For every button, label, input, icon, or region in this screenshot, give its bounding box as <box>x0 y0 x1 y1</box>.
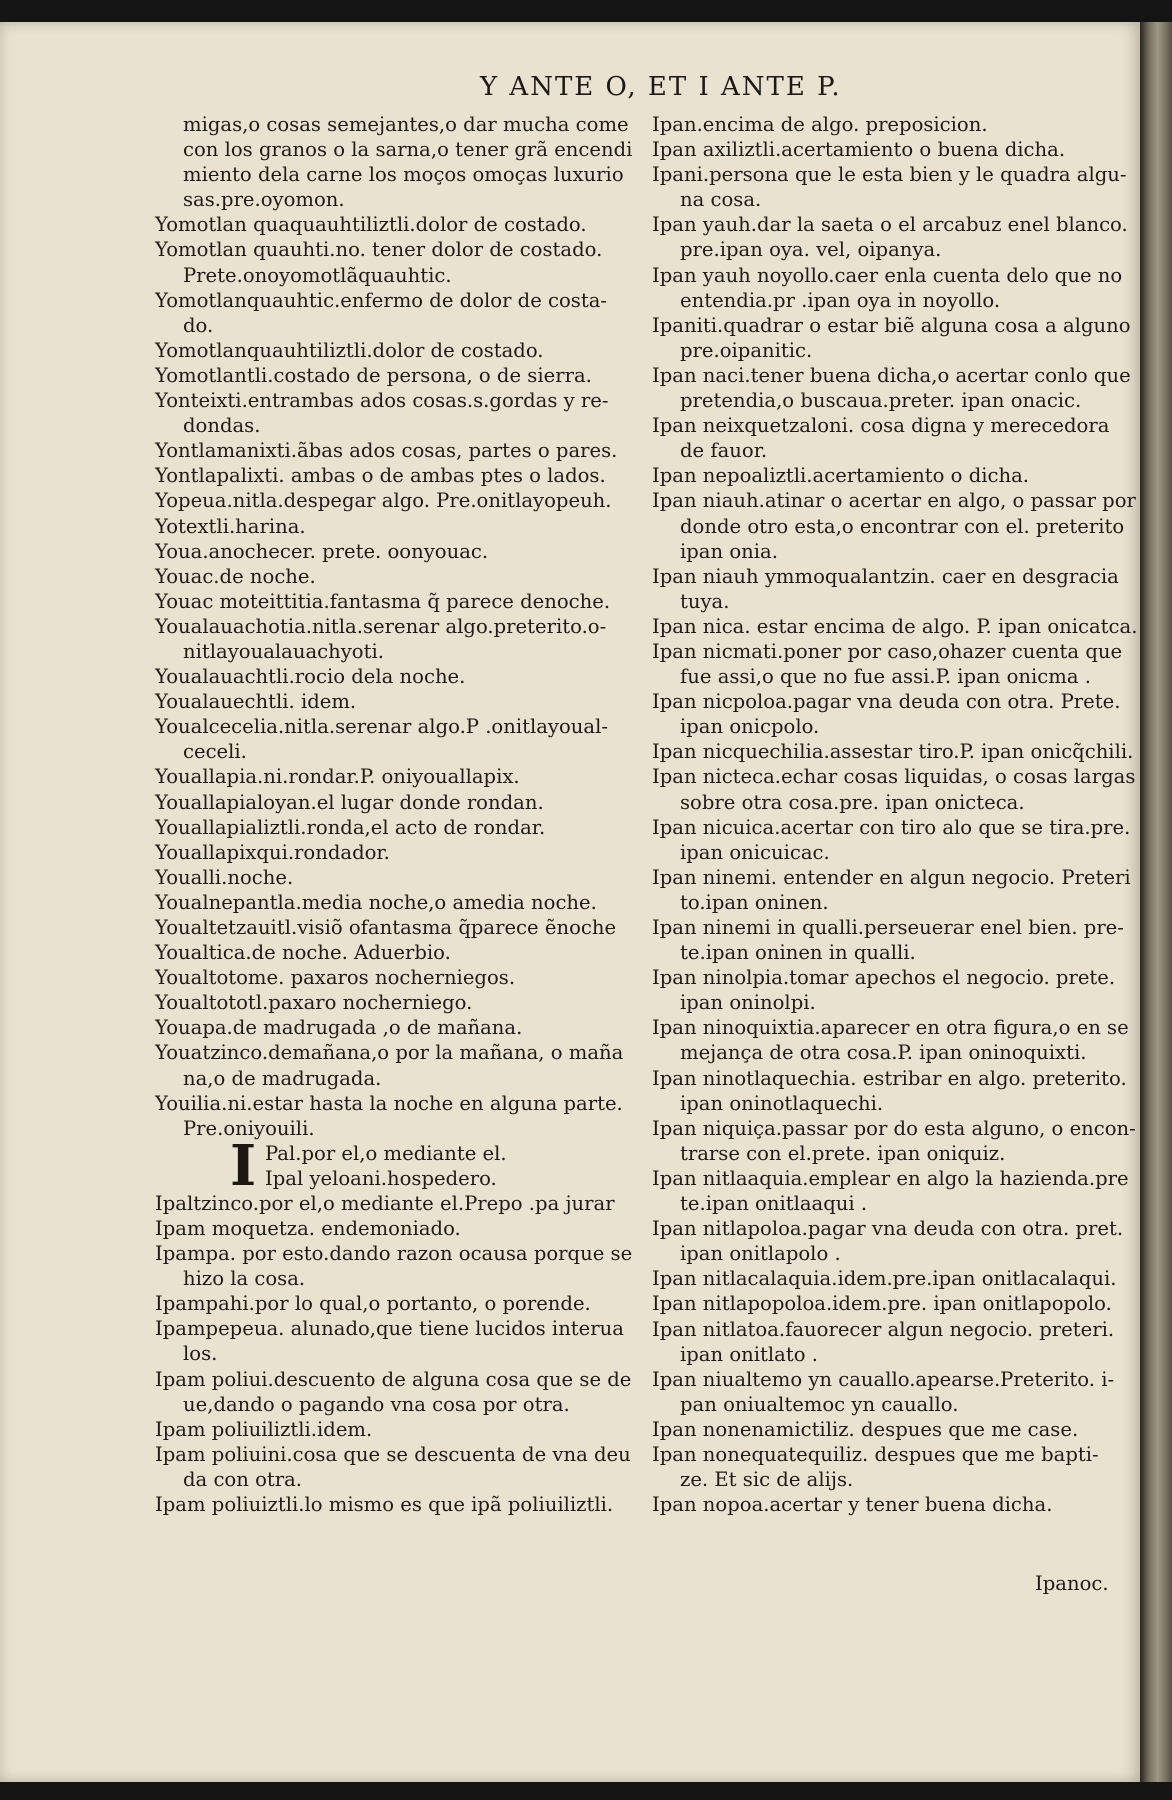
dictionary-entry: Ipaniti.quadrar o estar biẽ alguna cosa a alguno <box>652 313 1131 337</box>
dictionary-entry: Ipan ninotlaquechia. estribar en algo. preterito. <box>652 1066 1127 1090</box>
dictionary-entry: Youallapialoyan.el lugar donde rondan. <box>155 790 544 814</box>
dictionary-entry-continuation: hizo la cosa. <box>183 1267 306 1291</box>
dictionary-entry: Ipan ninoquixtia.aparecer en otra figura,o en se <box>652 1016 1129 1040</box>
dictionary-entry: Ipan nitlapoloa.pagar vna deuda con otra. pret. <box>652 1217 1124 1241</box>
dictionary-entry-continuation: ipan onitlato . <box>680 1342 818 1366</box>
dictionary-entry: Ipan nonenamictiliz. despues que me case. <box>652 1417 1079 1441</box>
initial-line-2: Ipal yeloani.hospedero. <box>265 1166 497 1190</box>
dictionary-entry: Youallapializtli.ronda,el acto de rondar. <box>155 815 546 839</box>
dictionary-entry-continuation: to.ipan oninen. <box>680 890 829 914</box>
dictionary-entry-continuation: ipan onicuicac. <box>680 840 830 864</box>
dictionary-entry: Yonteixti.entrambas ados cosas.s.gordas y re- <box>155 389 609 413</box>
dictionary-entry-continuation: pan oniualtemoc yn cauallo. <box>680 1392 959 1416</box>
dictionary-entry-continuation: dondas. <box>183 414 261 438</box>
dictionary-entry: Yomotlanquauhtic.enfermo de dolor de costa- <box>155 288 608 312</box>
running-head: Y ANTE O, ET I ANTE P. <box>480 72 842 102</box>
dictionary-entry-continuation: trarse con el.prete. ipan oniquiz. <box>680 1141 1006 1165</box>
dictionary-entry: Ipan nicteca.echar cosas liquidas, o cosas largas <box>652 765 1136 789</box>
dictionary-entry-continuation: na cosa. <box>680 188 762 212</box>
dictionary-entry: Youapa.de madrugada ,o de mañana. <box>155 1016 523 1040</box>
dictionary-entry: Youac.de noche. <box>155 564 316 588</box>
dictionary-entry-continuation: migas,o cosas semejantes,o dar mucha come <box>183 113 629 136</box>
dictionary-entry: Ipan nicpoloa.pagar vna deuda con otra. Prete. <box>652 690 1121 714</box>
dictionary-entry: Yotextli.harina. <box>155 514 306 538</box>
dictionary-entry-continuation: do. <box>183 313 214 337</box>
drop-cap-initial: I <box>230 1132 257 1199</box>
dictionary-entry-continuation: entendia.pr .ipan oya in noyollo. <box>680 288 1001 312</box>
dictionary-entry: Ipan nicuica.acertar con tiro alo que se tira.pre. <box>652 815 1131 839</box>
dictionary-entry-continuation: ipan oninolpi. <box>680 991 816 1015</box>
dictionary-entry-continuation: ipan oninotlaquechi. <box>680 1091 884 1115</box>
dictionary-entry: Ipan.encima de algo. preposicion. <box>652 113 988 136</box>
dictionary-entry-continuation: tuya. <box>680 589 730 613</box>
dictionary-entry: Ipan nepoaliztli.acertamiento o dicha. <box>652 464 1030 488</box>
dictionary-entry-continuation: sas.pre.oyomon. <box>183 188 345 212</box>
dictionary-entry: Ipan niualtemo yn cauallo.apearse.Preterito. i- <box>652 1367 1115 1391</box>
dictionary-entry-continuation: da con otra. <box>183 1467 303 1491</box>
dictionary-entry: Ipan nopoa.acertar y tener buena dicha. <box>652 1493 1053 1517</box>
dictionary-entry-continuation: los. <box>183 1342 218 1366</box>
dictionary-entry: Ipan nitlatoa.fauorecer algun negocio. preteri. <box>652 1317 1115 1341</box>
dictionary-entry: Yontlamanixti.ãbas ados cosas, partes o pares. <box>155 439 618 463</box>
dictionary-entry: Ipan naci.tener buena dicha,o acertar conlo que <box>652 363 1131 387</box>
dictionary-entry: Ipan nonequatequiliz. despues que me bapti- <box>652 1442 1099 1466</box>
dictionary-entry: Ipaltzinco.por el,o mediante el.Prepo .pa jurar <box>155 1191 615 1215</box>
dictionary-entry-continuation: te.ipan onitlaaqui . <box>680 1192 868 1216</box>
dictionary-entry: Ipan nicmati.poner por caso,ohazer cuenta que <box>652 639 1123 663</box>
dictionary-entry: Ipan nitlaaquia.emplear en algo la hazienda.pre <box>652 1166 1129 1190</box>
dictionary-entry: Youallapia.ni.rondar.P. oniyouallapix. <box>155 765 520 789</box>
dictionary-entry: Youaltetzauitl.visiõ ofantasma q̃parece ẽnoche <box>155 916 617 939</box>
right-entries <box>652 112 1138 1517</box>
dictionary-entry: Youalauachtli.rocio dela noche. <box>155 665 466 689</box>
dictionary-entry: Ipampa. por esto.dando razon ocausa porque se <box>155 1242 633 1266</box>
dictionary-entry-continuation: pre.oipanitic. <box>680 338 813 362</box>
dictionary-entry: Youalnepantla.media noche,o amedia noche. <box>155 890 597 914</box>
dictionary-entry: Youaltica.de noche. Aduerbio. <box>155 941 451 965</box>
dictionary-entry-continuation: te.ipan oninen in qualli. <box>680 941 916 965</box>
dictionary-entry: Youalauachotia.nitla.serenar algo.preterito.o- <box>155 614 607 638</box>
dictionary-entry: Ipam poliui.descuento de alguna cosa que se de <box>155 1367 632 1391</box>
dictionary-entry: Youa.anochecer. prete. oonyouac. <box>155 539 489 563</box>
dictionary-entry: Yopeua.nitla.despegar algo. Pre.onitlayopeuh. <box>155 489 612 513</box>
dictionary-entry: Ipam moquetza. endemoniado. <box>155 1216 461 1240</box>
dictionary-entry-continuation: nitlayoualauachyoti. <box>183 639 384 663</box>
dictionary-entry-continuation: ue,dando o pagando vna cosa por otra. <box>183 1392 570 1416</box>
dictionary-entry-continuation: con los granos o la sarna,o tener grã encendi <box>183 138 633 162</box>
dictionary-entry: Ipan niauh.atinar o acertar en algo, o passar por <box>652 489 1136 513</box>
dictionary-entry: Ipampepeua. alunado,que tiene lucidos interua <box>155 1317 624 1341</box>
left-entries <box>155 112 635 1141</box>
dictionary-entry: Ipam poliuini.cosa que se descuenta de vna deu <box>155 1442 631 1466</box>
dictionary-entry-continuation: ipan onia. <box>680 539 778 563</box>
right-column <box>652 112 1138 1517</box>
left-column <box>155 112 635 1517</box>
dictionary-entry-continuation: na,o de madrugada. <box>183 1066 382 1090</box>
dictionary-entry: Ipan niquiça.passar por do esta alguno, o encon- <box>652 1116 1136 1140</box>
dictionary-entry: Youalli.noche. <box>155 865 294 889</box>
dictionary-entry-continuation: ipan onicpolo. <box>680 715 820 739</box>
dictionary-entry: Ipan nitlapopoloa.idem.pre. ipan onitlapopolo. <box>652 1292 1112 1316</box>
catchword: Ipanoc. <box>1035 1572 1109 1595</box>
dictionary-entry-continuation: Prete.onoyomotlãquauhtic. <box>183 263 452 287</box>
dictionary-entry: Ipan nicquechilia.assestar tiro.P. ipan onicq̃chili. <box>652 740 1134 764</box>
dictionary-entry: Yomotlantli.costado de persona, o de sierra. <box>155 363 592 387</box>
dictionary-entry-continuation: fue assi,o que no fue assi.P. ipan onicma . <box>680 665 1091 689</box>
left-entries-after <box>155 1191 635 1517</box>
dictionary-entry: Yomotlanquauhtiliztli.dolor de costado. <box>155 338 544 362</box>
dictionary-entry-continuation: mejança de otra cosa.P. ipan oninoquixti. <box>680 1041 1087 1065</box>
dictionary-entry: Youaltotome. paxaros nocherniegos. <box>155 966 516 990</box>
dictionary-entry-continuation: ze. Et sic de alijs. <box>680 1468 854 1492</box>
dictionary-entry: Ipan niauh ymmoqualantzin. caer en desgracia <box>652 564 1119 588</box>
initial-block <box>155 1132 635 1199</box>
dictionary-entry-continuation: pretendia,o buscaua.preter. ipan onacic. <box>680 389 1082 413</box>
dictionary-entry: Yomotlan quaquauhtiliztli.dolor de costado. <box>155 213 587 237</box>
dictionary-entry: Ipan yauh noyollo.caer enla cuenta delo que no <box>652 263 1123 287</box>
dictionary-entry: Ipan nica. estar encima de algo. P. ipan onicatca. <box>652 614 1138 638</box>
dictionary-entry: Yontlapalixti. ambas o de ambas ptes o lados. <box>155 464 606 488</box>
dictionary-entry-continuation: ipan onitlapolo . <box>680 1242 841 1266</box>
dictionary-entry: Ipan ninolpia.tomar apechos el negocio. prete. <box>652 966 1116 990</box>
dictionary-entry: Youatzinco.demañana,o por la mañana, o maña <box>155 1041 624 1065</box>
dictionary-entry: Youalauechtli. idem. <box>155 690 357 714</box>
dictionary-entry: Yomotlan quauhti.no. tener dolor de costado. <box>155 238 603 262</box>
dictionary-entry: Youalcecelia.nitla.serenar algo.P .onitlayoual- <box>155 715 608 739</box>
dictionary-entry-continuation: Pre.oniyouili. <box>183 1116 315 1140</box>
dictionary-entry-continuation: de fauor. <box>680 439 768 463</box>
dictionary-entry: Ipan neixquetzaloni. cosa digna y merecedora <box>652 414 1110 438</box>
dictionary-entry: Ipam poliuiztli.lo mismo es que ipã poliuiliztli. <box>155 1492 614 1516</box>
dictionary-entry: Youilia.ni.estar hasta la noche en alguna parte. <box>155 1091 623 1115</box>
dictionary-entry: Youac moteittitia.fantasma q̃ parece denoche. <box>155 589 611 613</box>
dictionary-entry-continuation: pre.ipan oya. vel, oipanya. <box>680 238 942 262</box>
dictionary-entry: Ipani.persona que le esta bien y le quadra algu- <box>652 163 1127 187</box>
dictionary-entry: Ipan yauh.dar la saeta o el arcabuz enel blanco. <box>652 213 1128 237</box>
dictionary-entry: Ipan axiliztli.acertamiento o buena dicha. <box>652 138 1066 162</box>
dictionary-entry-continuation: donde otro esta,o encontrar con el. preterito <box>680 514 1125 538</box>
dictionary-entry: Ipampahi.por lo qual,o portanto, o porende. <box>155 1292 591 1316</box>
dictionary-entry: Ipan ninemi. entender en algun negocio. Preteri <box>652 865 1131 889</box>
dictionary-entry-continuation: ceceli. <box>183 740 247 764</box>
dictionary-entry: Youaltototl.paxaro nocherniego. <box>155 991 473 1015</box>
dictionary-entry: Ipan nitlacalaquia.idem.pre.ipan onitlacalaqui. <box>652 1267 1117 1291</box>
dictionary-entry-continuation: miento dela carne los moços omoças luxurio <box>183 163 624 187</box>
dictionary-entry-continuation: sobre otra cosa.pre. ipan onicteca. <box>680 790 1025 814</box>
dictionary-entry: Ipan ninemi in qualli.perseuerar enel bien. pre- <box>652 916 1124 939</box>
page-edge <box>1140 22 1172 1782</box>
dictionary-entry: Youallapixqui.rondador. <box>155 840 390 864</box>
initial-line-1: Pal.por el,o mediante el. <box>265 1141 507 1165</box>
dictionary-entry: Ipam poliuiliztli.idem. <box>155 1417 373 1441</box>
